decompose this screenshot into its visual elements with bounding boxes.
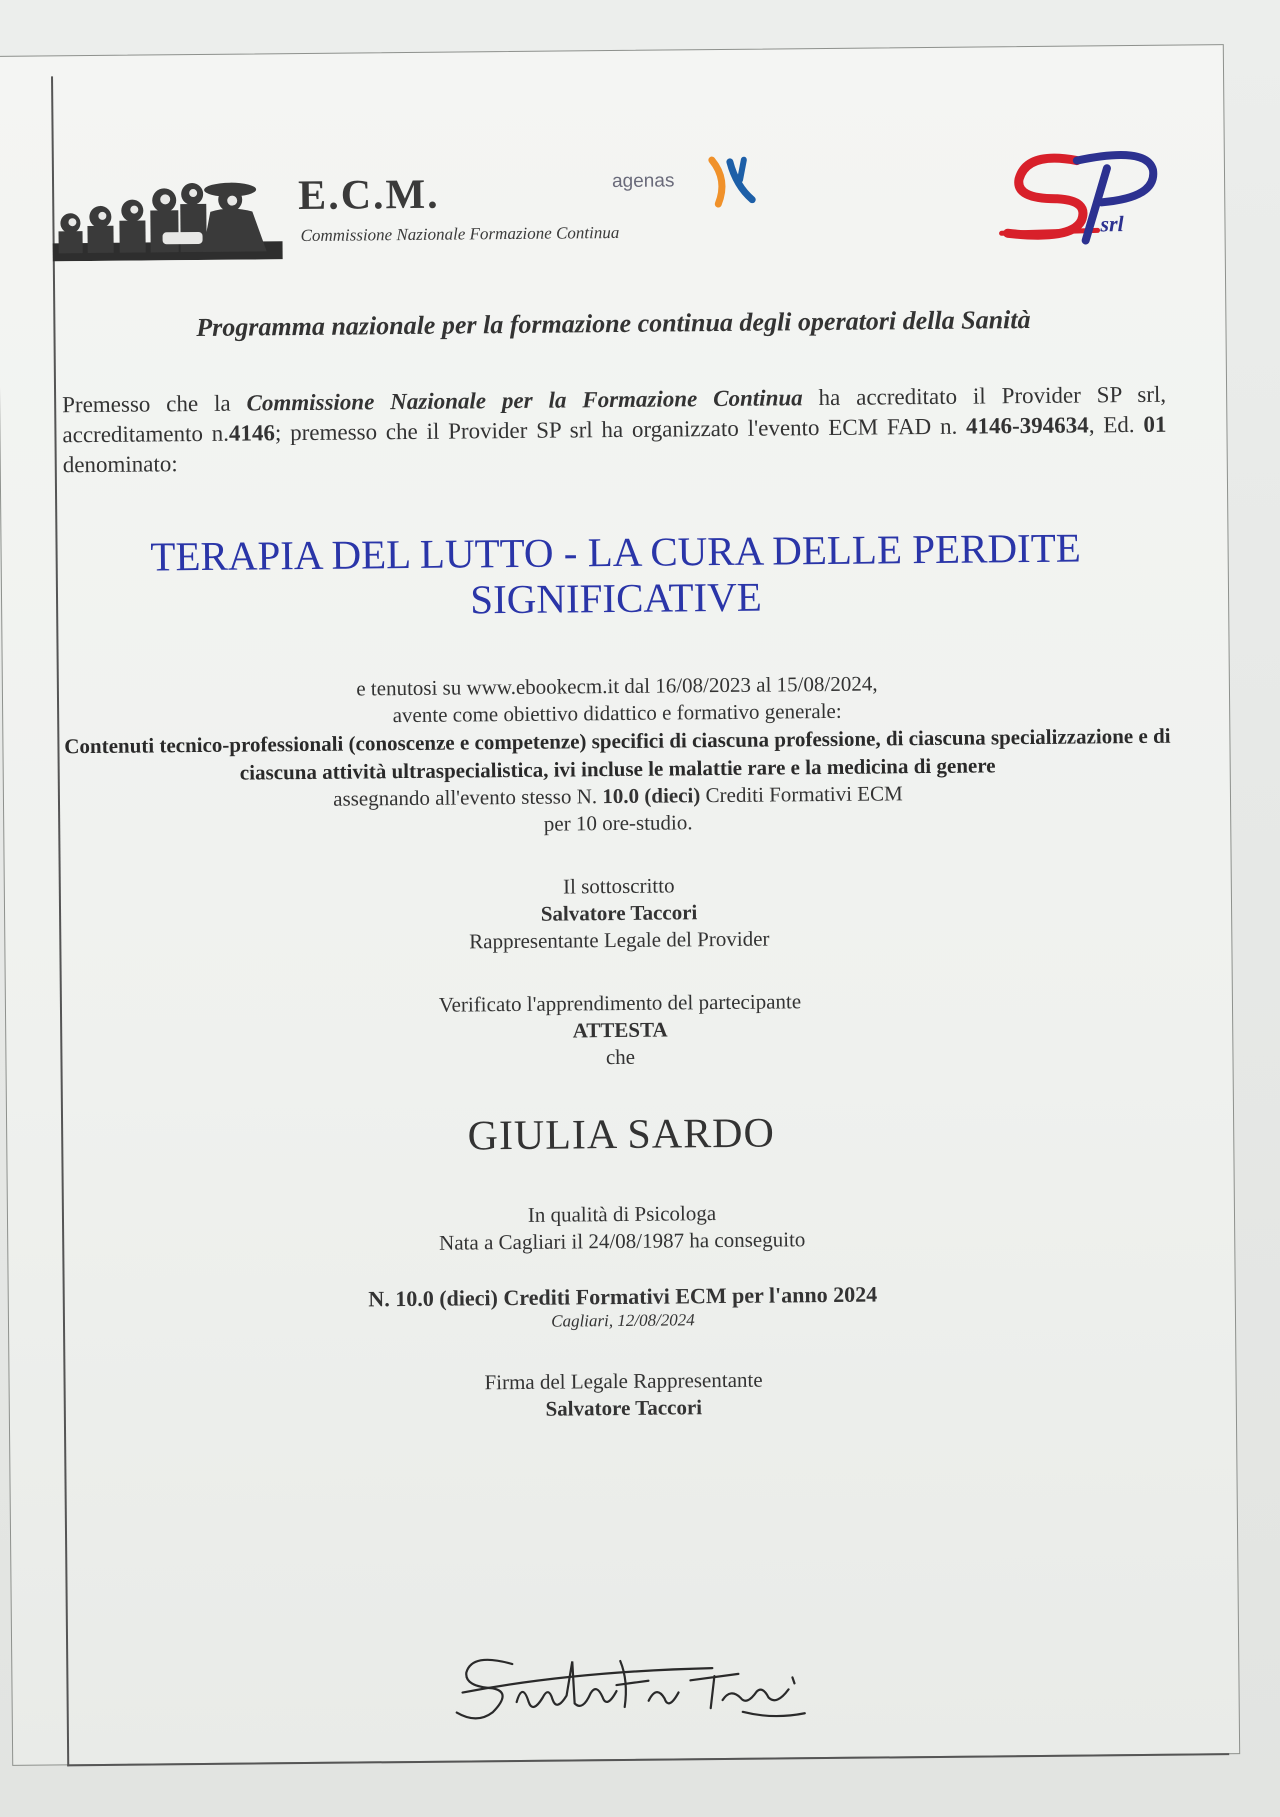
certificate-page [0,44,1240,1766]
verified-text: Verificato l'apprendimento del partecipante [438,989,802,1017]
ecm-subtitle: Commissione Nazionale Formazione Continua [300,222,620,246]
signatory-intro: Il sottoscritto [562,873,675,899]
place-date: Cagliari, 12/08/2024 [551,1310,695,1331]
signatory-role: Rappresentante Legale del Provider [469,926,770,954]
premise-text-2: ha accreditato il Provider SP srl, accreditamento n. [62,381,1167,448]
signatory-name: Salvatore Taccori [540,900,698,926]
agenas-logo [612,152,763,223]
premise-paragraph [54,380,1175,481]
signature-label: Firma del Legale Rappresentante [484,1367,763,1395]
handwritten-signature [452,1639,823,1738]
certificate-body [53,286,1184,1428]
premise-text-5: denominato: [62,451,178,478]
signature-name: Salvatore Taccori [545,1395,703,1421]
event-number: 4146-394634 [965,412,1089,439]
participant-name: GIULIA SARDO [467,1110,775,1160]
premise-text-3: ; premesso che il Provider SP srl ha organizzato l'evento ECM FAD n. [274,413,967,446]
program-title: Programma nazionale per la formazione continua degli operatori della Sanità [196,305,1031,343]
agenas-label: agenas [611,170,675,193]
agenas-mark-icon [700,152,761,213]
sp-srl-logo [997,140,1163,252]
earned-credits: N. 10.0 (dieci) Crediti Formativi ECM per l'anno 2024 [368,1281,878,1312]
event-held: e tenutosi su www.ebookecm.it dal 16/08/2023 al 15/08/2024, [356,671,878,701]
objective-text: Contenuti tecnico-professionali (conoscenze e competenze) specifici di ciascuna professione, di ciascuna specializzazione e di ciascuna attività ultraspecialistica, ivi incluse le malattie rare e la medicina di genere [64,723,1171,785]
certificate-header [51,106,1182,277]
premise-text-1: Premesso che la [62,390,247,418]
participant-birth: Nata a Cagliari il 24/08/1987 ha conseguito [438,1227,806,1255]
edition-number: 01 [1143,411,1167,437]
accreditation-number: 4146 [228,420,276,446]
che-text: che [605,1044,636,1070]
participant-quality: In qualità di Psicologa [527,1201,717,1227]
event-title: TERAPIA DEL LUTTO - LA CURA DELLE PERDITE SIGNIFICATIVE [150,524,1082,623]
ecm-title: E.C.M. [297,171,440,220]
sp-srl-suffix: srl [1100,211,1124,237]
study-hours: per 10 ore-studio. [543,810,693,836]
commission-name: Commissione Nazionale per la Formazione Continua [246,385,803,416]
assign-post: Crediti Formativi ECM [700,781,903,808]
assigned-credits: 10.0 (dieci) [602,783,701,809]
ecm-engraving-logo [52,169,283,261]
attesta-text: ATTESTA [572,1017,668,1043]
objective-intro: avente come obiettivo didattico e formativo generale: [392,698,842,728]
premise-text-4: , Ed. [1088,411,1144,438]
assign-pre: assegnando all'evento stesso N. [333,784,603,811]
